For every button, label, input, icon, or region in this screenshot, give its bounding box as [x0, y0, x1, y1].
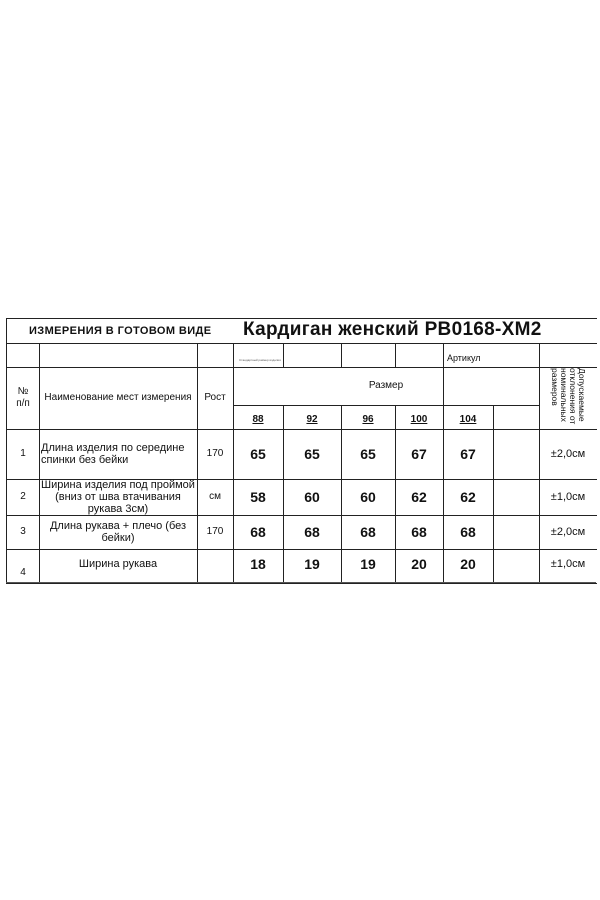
- row-value: 68: [304, 524, 320, 540]
- row-tolerance: ±1,0см: [550, 558, 586, 570]
- row-value: 67: [460, 446, 476, 462]
- column-header-name: Наименование мест измерения: [44, 392, 192, 403]
- row-num: 2: [20, 491, 26, 502]
- tiny-note: Стандартный размер изделия: [239, 358, 281, 362]
- row-value: 68: [250, 524, 266, 540]
- row-height: 170: [206, 448, 224, 459]
- row-value: 67: [411, 446, 427, 462]
- row-value: 65: [250, 446, 266, 462]
- row-num: 3: [20, 526, 26, 537]
- cropped-row-fragment: [6, 580, 596, 586]
- product-title: Кардиган женский РВ0168-ХМ2: [243, 319, 542, 340]
- row-height: см: [209, 491, 221, 502]
- column-header-height: Рост: [204, 392, 226, 403]
- row-value: 60: [360, 489, 376, 505]
- divider: [6, 582, 596, 583]
- row-value: 19: [360, 556, 376, 572]
- divider: [493, 405, 494, 583]
- row-value: 60: [304, 489, 320, 505]
- row-value: 58: [250, 489, 266, 505]
- row-value: 68: [460, 524, 476, 540]
- row-value: 62: [460, 489, 476, 505]
- size-header-96: 96: [362, 414, 374, 425]
- row-num: 1: [20, 448, 26, 459]
- row-tolerance: ±2,0см: [550, 526, 586, 538]
- divider: [341, 343, 342, 367]
- title-row: [7, 319, 597, 344]
- row-num: 4: [20, 567, 26, 578]
- table-subtitle: ИЗМЕРЕНИЯ В ГОТОВОМ ВИДЕ: [29, 325, 212, 337]
- row-name: Длина рукава + плечо (без бейки): [49, 520, 187, 544]
- column-header-tolerance: Допускаемые отклонения от номинальных размеров: [550, 368, 587, 425]
- row-height: [197, 549, 233, 579]
- column-header-size: Размер: [368, 380, 404, 391]
- row-value: 65: [304, 446, 320, 462]
- articul-label: Артикул: [447, 353, 481, 363]
- size-header-104: 104: [459, 414, 477, 425]
- row-value: 65: [360, 446, 376, 462]
- size-header-92: 92: [306, 414, 318, 425]
- row-value: 19: [304, 556, 320, 572]
- row-value: 18: [250, 556, 266, 572]
- row-value: 68: [360, 524, 376, 540]
- row-value: 68: [411, 524, 427, 540]
- row-value: 62: [411, 489, 427, 505]
- divider: [395, 343, 396, 367]
- size-header-88: 88: [252, 414, 264, 425]
- row-tolerance: ±2,0см: [550, 448, 586, 460]
- divider: [283, 343, 284, 367]
- row-value: 20: [460, 556, 476, 572]
- row-name: Ширина изделия под проймой (вниз от шва втачивания рукава 3см): [41, 479, 195, 515]
- row-name: Длина изделия по середине спинки без бейки: [41, 442, 185, 466]
- row-value: 20: [411, 556, 427, 572]
- row-tolerance: ±1,0см: [550, 491, 586, 503]
- size-header-100: 100: [410, 414, 428, 425]
- row-name: Ширина рукава: [78, 558, 158, 570]
- measurement-table: [6, 318, 597, 584]
- row-height: 170: [206, 526, 224, 537]
- column-header-num: № п/п: [16, 386, 30, 409]
